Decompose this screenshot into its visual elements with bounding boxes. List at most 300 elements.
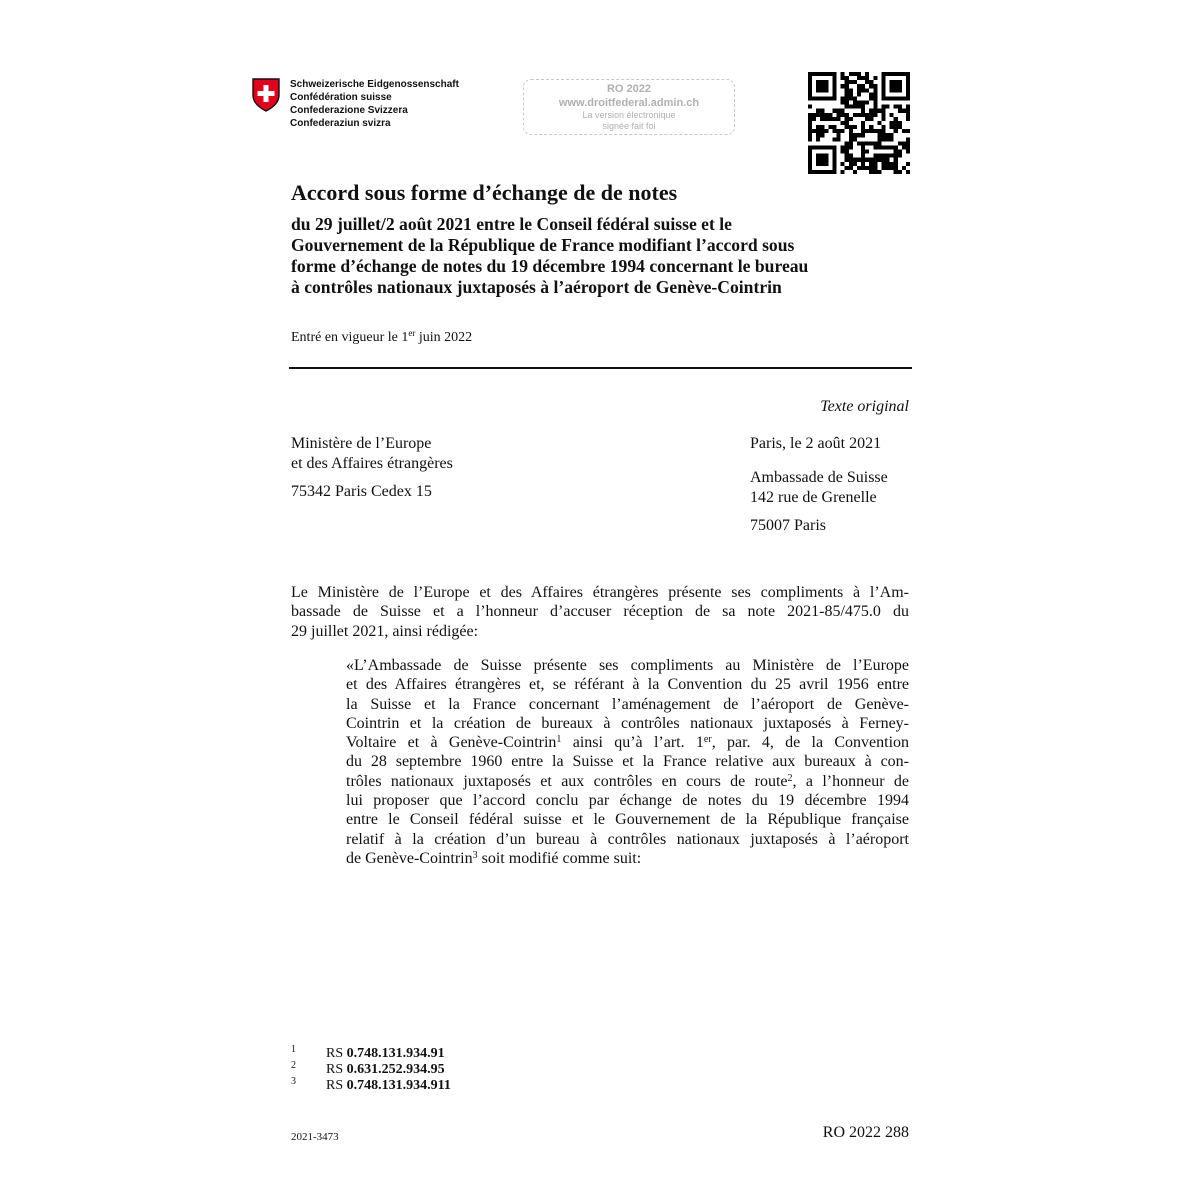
qr-module — [849, 158, 853, 162]
qr-module — [861, 109, 865, 113]
quote-line: relatif à la création d’un bureau à contrôles nationaux juxtaposés à l’aéroport — [346, 830, 909, 848]
qr-module — [816, 133, 820, 137]
qr-module — [865, 166, 869, 170]
qr-module — [808, 137, 812, 141]
qr-module — [861, 141, 865, 145]
footnote-ref-number[interactable]: 0.748.131.934.911 — [346, 1078, 451, 1093]
qr-module — [861, 88, 865, 92]
confed-name-de: Schweizerische Eidgenossenschaft — [290, 79, 459, 90]
stamp-note-1: La version électronique — [582, 110, 676, 120]
qr-module — [890, 125, 894, 129]
qr-module — [906, 137, 910, 141]
confed-name-it: Confederazione Svizzera — [290, 105, 408, 116]
qr-module — [841, 101, 845, 105]
qr-module — [849, 162, 853, 166]
qr-module — [808, 133, 812, 137]
qr-module — [881, 117, 885, 121]
qr-module — [894, 166, 898, 170]
qr-module — [890, 133, 894, 137]
qr-module — [906, 129, 910, 133]
subtitle-line: à contrôles nationaux juxtaposés à l’aéroport de Genève-Cointrin — [291, 277, 782, 297]
qr-module — [808, 121, 812, 125]
qr-module — [865, 76, 869, 80]
qr-module — [849, 88, 853, 92]
qr-module — [861, 133, 865, 137]
recipient-line: 142 rue de Grenelle — [750, 489, 877, 506]
qr-module — [865, 113, 869, 117]
qr-module — [849, 96, 853, 100]
ro-reference: RO 2022 288 — [822, 1124, 909, 1141]
qr-module — [873, 158, 877, 162]
quoted-note — [346, 656, 909, 868]
qr-module — [841, 96, 845, 100]
qr-module — [906, 162, 910, 166]
qr-module — [841, 109, 845, 113]
qr-module — [869, 162, 873, 166]
qr-module — [857, 158, 861, 162]
qr-module — [832, 117, 836, 121]
qr-module — [873, 105, 877, 109]
qr-module — [857, 72, 861, 76]
qr-module — [841, 162, 845, 166]
qr-module — [824, 113, 828, 117]
qr-module — [873, 101, 877, 105]
qr-module — [881, 129, 885, 133]
qr-module — [861, 125, 865, 129]
qr-module — [841, 72, 845, 76]
qr-module — [886, 158, 890, 162]
qr-module — [881, 133, 885, 137]
qr-module — [849, 133, 853, 137]
sender-address — [291, 434, 453, 502]
qr-module — [849, 117, 853, 121]
qr-module — [816, 125, 820, 129]
qr-module — [877, 145, 881, 149]
qr-module — [865, 88, 869, 92]
qr-module — [873, 170, 877, 174]
qr-module — [869, 117, 873, 121]
qr-module — [869, 113, 873, 117]
qr-module — [898, 170, 902, 174]
footnote-ref[interactable]: 3 — [472, 849, 478, 861]
qr-module — [890, 80, 902, 92]
qr-module — [869, 84, 873, 88]
qr-module — [886, 166, 890, 170]
paragraph-line: bassade de Suisse et a l’honneur d’accuser réception de sa note 2021-85/475.0 du — [291, 603, 909, 621]
qr-module — [845, 150, 849, 154]
qr-module — [849, 145, 853, 149]
qr-module — [857, 101, 861, 105]
qr-module — [812, 113, 816, 117]
footnote-ref[interactable]: 1 — [556, 734, 562, 746]
qr-module — [849, 80, 853, 84]
quote-text: , a l’honneur de — [792, 772, 910, 790]
quote-line: lui proposer que l’accord conclu par échange de notes du 19 décembre 1994 — [346, 792, 909, 810]
qr-module — [890, 166, 894, 170]
qr-module — [816, 113, 820, 117]
qr-module — [881, 109, 885, 113]
qr-module — [861, 158, 865, 162]
qr-module — [865, 158, 869, 162]
qr-module — [845, 113, 849, 117]
qr-module — [820, 109, 824, 113]
quote-text: de Genève-Cointrin — [346, 849, 473, 867]
qr-module — [824, 117, 828, 121]
qr-module — [861, 121, 865, 125]
qr-module — [853, 105, 857, 109]
qr-module — [894, 158, 898, 162]
quote-line: la Suisse et la France concernant l’aménagement de l’aéroport de Genève- — [346, 695, 909, 713]
qr-module — [873, 84, 877, 88]
sender-line: Ministère de l’Europe — [291, 435, 432, 452]
qr-module — [890, 121, 894, 125]
subtitle-line: du 29 juillet/2 août 2021 entre le Conseil fédéral suisse et le — [291, 214, 732, 234]
qr-module — [857, 92, 861, 96]
sender-line: et des Affaires étrangères — [291, 455, 453, 472]
qr-module — [890, 145, 894, 149]
qr-module — [873, 92, 877, 96]
qr-module — [865, 129, 869, 133]
footnote — [291, 1046, 451, 1062]
qr-module — [808, 105, 812, 109]
qr-module — [881, 162, 885, 166]
qr-module — [845, 121, 849, 125]
qr-module — [837, 113, 841, 117]
confederation-names — [290, 78, 459, 130]
qr-module — [902, 145, 906, 149]
subtitle-line: forme d’échange de notes du 19 décembre 1994 concernant le bureau — [291, 256, 809, 276]
qr-module — [832, 125, 836, 129]
qr-module — [808, 129, 812, 133]
qr-module — [906, 113, 910, 117]
qr-module — [861, 76, 865, 80]
qr-module — [898, 141, 902, 145]
qr-module — [906, 150, 910, 154]
footnote-prefix: RS — [326, 1062, 347, 1077]
qr-module — [881, 125, 885, 129]
quote-text: trôles nationaux juxtaposés et aux contrôles en cours de route — [346, 772, 788, 790]
qr-module — [861, 162, 865, 166]
qr-module — [845, 166, 849, 170]
qr-module — [841, 145, 845, 149]
entry-into-force — [291, 330, 472, 346]
qr-module — [869, 158, 873, 162]
qr-module — [877, 109, 881, 113]
footnote-ref-number[interactable]: 0.748.131.934.91 — [346, 1046, 445, 1061]
qr-module — [857, 113, 861, 117]
qr-module — [873, 109, 877, 113]
qr-module — [853, 137, 857, 141]
qr-module — [820, 113, 824, 117]
qr-module — [845, 76, 849, 80]
qr-module — [816, 80, 828, 92]
qr-module — [845, 141, 849, 145]
qr-module — [877, 129, 881, 133]
qr-module — [890, 113, 894, 117]
qr-module — [849, 141, 853, 145]
quote-line — [346, 733, 909, 752]
quote-line: et des Affaires étrangères et, se référant à la Convention du 25 avril 1956 entre — [346, 676, 909, 694]
qr-module — [886, 145, 890, 149]
qr-module — [886, 162, 890, 166]
qr-module — [877, 137, 881, 141]
qr-module — [841, 170, 845, 174]
qr-module — [861, 101, 865, 105]
qr-module — [894, 145, 898, 149]
qr-module — [828, 113, 832, 117]
qr-module — [861, 150, 865, 154]
qr-module — [881, 166, 885, 170]
qr-module — [849, 154, 853, 158]
qr-module — [816, 137, 820, 141]
qr-module — [902, 166, 906, 170]
qr-module — [832, 129, 836, 133]
quote-text: Voltaire et à Genève-Cointrin — [346, 734, 557, 752]
qr-module — [865, 150, 869, 154]
original-text-label: Texte original — [820, 398, 909, 415]
qr-module — [869, 166, 873, 170]
qr-module — [812, 117, 816, 121]
qr-module — [869, 96, 873, 100]
qr-module — [873, 162, 877, 166]
qr-module — [849, 72, 853, 76]
stamp-ro: RO 2022 — [606, 83, 652, 95]
footnote-ref-number[interactable]: 0.631.252.934.95 — [346, 1062, 445, 1077]
footnote-number: 1 — [291, 1044, 296, 1055]
sender-postcode: 75342 Paris Cedex 15 — [291, 483, 432, 500]
qr-module — [857, 88, 861, 92]
quote-line: du 28 septembre 1960 entre la Suisse et la France relative aux bureaux à con- — [346, 753, 909, 771]
qr-module — [906, 141, 910, 145]
qr-module — [873, 96, 877, 100]
qr-module — [808, 125, 812, 129]
footnote-ref[interactable]: 2 — [787, 772, 793, 784]
footnote-number: 3 — [291, 1076, 296, 1087]
qr-module — [832, 137, 836, 141]
qr-module — [877, 121, 881, 125]
qr-code-icon — [808, 72, 910, 174]
divider — [289, 367, 912, 369]
qr-module — [906, 145, 910, 149]
qr-module — [841, 76, 845, 80]
qr-module — [873, 88, 877, 92]
qr-module — [890, 154, 894, 158]
footnote — [291, 1078, 451, 1094]
qr-module — [820, 117, 824, 121]
qr-module — [898, 150, 902, 154]
qr-module — [832, 109, 836, 113]
qr-module — [877, 141, 881, 145]
qr-module — [881, 137, 885, 141]
qr-module — [845, 80, 849, 84]
qr-module — [906, 170, 910, 174]
qr-module — [845, 92, 849, 96]
qr-module — [873, 166, 877, 170]
qr-module — [898, 105, 902, 109]
qr-module — [837, 109, 841, 113]
qr-module — [869, 92, 873, 96]
qr-module — [898, 109, 902, 113]
qr-module — [857, 84, 861, 88]
swiss-shield-icon — [252, 78, 280, 112]
qr-module — [877, 133, 881, 137]
qr-module — [857, 141, 861, 145]
qr-module — [849, 166, 853, 170]
qr-module — [906, 105, 910, 109]
qr-module — [894, 150, 898, 154]
qr-module — [881, 145, 885, 149]
qr-module — [886, 137, 890, 141]
subtitle-line: Gouvernement de la République de France modifiant l’accord sous — [291, 235, 795, 255]
qr-module — [828, 125, 832, 129]
recipient-address — [750, 434, 888, 536]
intro-paragraph — [291, 583, 909, 641]
footnotes — [291, 1046, 451, 1094]
qr-module — [845, 101, 849, 105]
qr-module — [902, 141, 906, 145]
qr-module — [816, 129, 820, 133]
footnote — [291, 1062, 451, 1078]
qr-module — [853, 80, 857, 84]
qr-module — [877, 170, 881, 174]
confed-name-rm: Confederaziun svizra — [290, 118, 391, 129]
qr-module — [906, 109, 910, 113]
quote-text: ainsi qu’à l’art. 1 — [561, 734, 704, 752]
qr-module — [837, 137, 841, 141]
qr-module — [816, 109, 820, 113]
footnote-number: 2 — [291, 1060, 296, 1071]
stamp-note-2: signée fait foi — [602, 121, 656, 131]
document-title: Accord sous forme d’échange de de notes — [291, 180, 678, 205]
qr-module — [828, 117, 832, 121]
qr-module — [886, 133, 890, 137]
qr-module — [861, 154, 865, 158]
qr-module — [841, 150, 845, 154]
qr-module — [857, 166, 861, 170]
qr-module — [890, 137, 894, 141]
qr-module — [841, 113, 845, 117]
qr-module — [898, 125, 902, 129]
quote-text: soit modifié comme suit: — [477, 849, 642, 867]
qr-module — [845, 96, 849, 100]
qr-module — [853, 133, 857, 137]
qr-module — [849, 105, 853, 109]
publication-stamp — [523, 79, 735, 135]
qr-module — [853, 101, 857, 105]
qr-module — [877, 158, 881, 162]
paragraph-line: 29 juillet 2021, ainsi rédigée: — [291, 622, 479, 640]
qr-module — [837, 117, 841, 121]
qr-module — [869, 109, 873, 113]
qr-module — [873, 129, 877, 133]
qr-module — [820, 133, 824, 137]
recipient-postcode: 75007 Paris — [750, 517, 826, 534]
footnote-prefix: RS — [326, 1078, 347, 1093]
qr-module — [853, 96, 857, 100]
qr-module — [886, 105, 890, 109]
qr-module — [849, 129, 853, 133]
qr-module — [894, 154, 898, 158]
qr-module — [853, 125, 857, 129]
qr-module — [808, 117, 812, 121]
qr-module — [861, 84, 865, 88]
quote-line: entre le Conseil fédéral suisse et le Gouvernement de la République française — [346, 811, 909, 829]
qr-module — [881, 158, 885, 162]
quote-line: Cointrin et la création de bureaux à contrôles nationaux juxtaposés à Ferney- — [346, 714, 909, 732]
qr-module — [845, 105, 849, 109]
entry-text: Entré en vigueur le 1 — [291, 330, 409, 345]
document-subtitle — [291, 214, 911, 298]
qr-module — [812, 129, 816, 133]
qr-module — [869, 129, 873, 133]
qr-module — [837, 129, 841, 133]
qr-module — [902, 129, 906, 133]
qr-module — [820, 129, 824, 133]
qr-module — [841, 129, 845, 133]
qr-module — [845, 88, 849, 92]
footnote-prefix: RS — [326, 1046, 347, 1061]
qr-module — [865, 72, 869, 76]
qr-module — [853, 170, 857, 174]
qr-module — [845, 154, 849, 158]
confed-name-fr: Confédération suisse — [290, 92, 392, 103]
qr-module — [886, 154, 890, 158]
qr-module — [865, 80, 869, 84]
qr-module — [894, 105, 898, 109]
quote-sup: er — [703, 734, 712, 746]
quote-line — [346, 849, 909, 868]
qr-module — [845, 84, 849, 88]
quote-line — [346, 772, 909, 791]
qr-module — [869, 170, 873, 174]
qr-module — [861, 105, 865, 109]
qr-module — [861, 166, 865, 170]
qr-module — [841, 84, 845, 88]
qr-module — [881, 105, 885, 109]
qr-module — [873, 76, 877, 80]
stamp-url[interactable]: www.droitfederal.admin.ch — [558, 97, 700, 109]
letter-date: Paris, le 2 août 2021 — [750, 435, 882, 452]
qr-module — [845, 117, 849, 121]
qr-module — [853, 72, 857, 76]
qr-module — [861, 113, 865, 117]
qr-module — [824, 129, 828, 133]
qr-module — [861, 129, 865, 133]
entry-sup: er — [408, 328, 416, 338]
qr-module — [849, 92, 853, 96]
qr-module — [881, 113, 885, 117]
qr-module — [898, 121, 902, 125]
qr-module — [873, 141, 877, 145]
qr-module — [894, 117, 898, 121]
qr-module — [881, 154, 885, 158]
recipient-line: Ambassade de Suisse — [750, 469, 888, 486]
qr-module — [873, 145, 877, 149]
qr-module — [890, 162, 894, 166]
qr-module — [906, 117, 910, 121]
entry-date: juin 2022 — [415, 330, 473, 345]
qr-module — [894, 125, 898, 129]
qr-module — [873, 113, 877, 117]
qr-module — [845, 158, 849, 162]
qr-module — [820, 125, 824, 129]
qr-module — [857, 76, 861, 80]
qr-module — [865, 101, 869, 105]
qr-module — [849, 137, 853, 141]
qr-module — [857, 133, 861, 137]
qr-module — [861, 145, 865, 149]
qr-module — [845, 145, 849, 149]
